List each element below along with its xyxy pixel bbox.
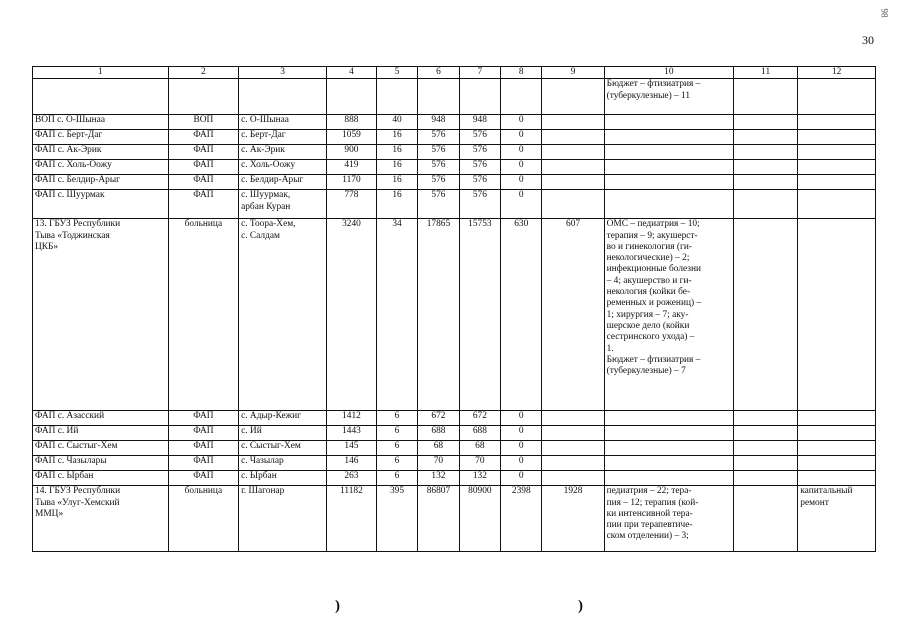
table-cell-col4: 1170	[327, 175, 377, 190]
table-cell-col6: 576	[418, 190, 459, 219]
table-cell-col2: ФАП	[168, 471, 238, 486]
table-cell-col3: с. Адыр-Кежиг	[239, 411, 327, 426]
table-cell-col8: 0	[501, 471, 542, 486]
table-cell-col8: 0	[501, 426, 542, 441]
table-row	[33, 426, 876, 441]
table-cell-col7: 132	[459, 471, 500, 486]
table-cell-col5: 40	[376, 115, 417, 130]
table-cell-col3: с. Белдир-Арыг	[239, 175, 327, 190]
footer-mark: )	[578, 598, 583, 614]
table-cell-col4: 3240	[327, 219, 377, 411]
table-cell-col5	[376, 79, 417, 115]
table-cell-col8: 0	[501, 456, 542, 471]
table-cell-col12	[798, 471, 876, 486]
table-cell-col7: 70	[459, 456, 500, 471]
table-cell-col10	[604, 411, 733, 426]
table-cell-col12: капитальный ремонт	[798, 486, 876, 552]
table-row	[33, 115, 876, 130]
table-cell-col6: 576	[418, 130, 459, 145]
table-cell-col4: 145	[327, 441, 377, 456]
table-cell-col12	[798, 79, 876, 115]
table-cell-col2: ВОП	[168, 115, 238, 130]
table-cell-col7: 576	[459, 190, 500, 219]
table-cell-col5: 6	[376, 426, 417, 441]
table-cell-col2: ФАП	[168, 145, 238, 160]
table-cell-col7: 68	[459, 441, 500, 456]
table-cell-col8: 0	[501, 160, 542, 175]
table-cell-col3: с. Берт-Даг	[239, 130, 327, 145]
table-cell-col8: 0	[501, 115, 542, 130]
table-cell-col12	[798, 219, 876, 411]
table-cell-col6: 948	[418, 115, 459, 130]
table-cell-col12	[798, 456, 876, 471]
table-cell-col10	[604, 130, 733, 145]
header-cell: 11	[734, 67, 798, 79]
table-row	[33, 456, 876, 471]
table-cell-col1: ФАП с. Сыстыг-Хем	[33, 441, 169, 456]
table-cell-col2: ФАП	[168, 441, 238, 456]
header-cell: 10	[604, 67, 733, 79]
table-cell-col11	[734, 145, 798, 160]
table-cell-col8: 0	[501, 145, 542, 160]
table-cell-col1: ФАП с. Холь-Оожу	[33, 160, 169, 175]
table-cell-col11	[734, 456, 798, 471]
table-cell-col4: 263	[327, 471, 377, 486]
table-cell-col11	[734, 471, 798, 486]
table-cell-col3: с. Тоора-Хем, с. Салдам	[239, 219, 327, 411]
table-cell-col9	[542, 145, 604, 160]
table-cell-col1: 13. ГБУЗ Республики Тыва «Тоджинская ЦКБ»	[33, 219, 169, 411]
table-cell-col2: ФАП	[168, 426, 238, 441]
table-cell-col3: с. Сыстыг-Хем	[239, 441, 327, 456]
table-cell-col12	[798, 145, 876, 160]
table-cell-col8	[501, 79, 542, 115]
table-cell-col2: ФАП	[168, 411, 238, 426]
table-cell-col1: ФАП с. Ырбан	[33, 471, 169, 486]
table-cell-col2: больница	[168, 486, 238, 552]
table-cell-col9: 1928	[542, 486, 604, 552]
table-cell-col6: 576	[418, 160, 459, 175]
table-cell-col10	[604, 426, 733, 441]
table-cell-col5: 34	[376, 219, 417, 411]
table-cell-col5: 16	[376, 145, 417, 160]
table-cell-col5: 16	[376, 160, 417, 175]
table-cell-col1: ФАП с. Чазылары	[33, 456, 169, 471]
table-cell-col12	[798, 175, 876, 190]
footer-mark: )	[335, 598, 340, 614]
table-cell-col12	[798, 190, 876, 219]
table-cell-col11	[734, 219, 798, 411]
table-cell-col3: с. Холь-Оожу	[239, 160, 327, 175]
table-row	[33, 190, 876, 219]
table-cell-col4	[327, 79, 377, 115]
table-row	[33, 130, 876, 145]
table-cell-col12	[798, 441, 876, 456]
table-cell-col7	[459, 79, 500, 115]
header-cell: 7	[459, 67, 500, 79]
table-cell-col2: больница	[168, 219, 238, 411]
table-cell-col4: 1412	[327, 411, 377, 426]
table-cell-col6	[418, 79, 459, 115]
table-cell-col4: 146	[327, 456, 377, 471]
table-cell-col6: 576	[418, 145, 459, 160]
table-cell-col11	[734, 160, 798, 175]
table-cell-col3	[239, 79, 327, 115]
table-cell-col3: с. Ак-Эрик	[239, 145, 327, 160]
table-cell-col1: ВОП с. О-Шынаа	[33, 115, 169, 130]
column-number-row	[33, 67, 876, 79]
header-cell: 4	[327, 67, 377, 79]
header-cell: 1	[33, 67, 169, 79]
table-cell-col1: ФАП с. Белдир-Арыг	[33, 175, 169, 190]
table-cell-col8: 0	[501, 411, 542, 426]
table-cell-col6: 17865	[418, 219, 459, 411]
table-cell-col5: 6	[376, 456, 417, 471]
table-cell-col11	[734, 130, 798, 145]
corner-mark: 98	[879, 8, 890, 18]
table-cell-col11	[734, 426, 798, 441]
table-cell-col10: Бюджет – фтизиатрия – (туберкулезные) – 11	[604, 79, 733, 115]
table-cell-col10	[604, 441, 733, 456]
table-cell-col10	[604, 115, 733, 130]
header-cell: 5	[376, 67, 417, 79]
table-cell-col7: 80900	[459, 486, 500, 552]
table-cell-col7: 576	[459, 160, 500, 175]
table-cell-col9	[542, 426, 604, 441]
table-cell-col8: 0	[501, 130, 542, 145]
table-cell-col11	[734, 411, 798, 426]
table-cell-col10: педиатрия – 22; тера- пия – 12; терапия (кой- ки интенсивной тера- пии при терапевтиче- ском отделении) – 3;	[604, 486, 733, 552]
table-cell-col7: 576	[459, 130, 500, 145]
table-cell-col7: 15753	[459, 219, 500, 411]
table-cell-col9	[542, 411, 604, 426]
table-cell-col11	[734, 175, 798, 190]
table-cell-col3: с. Ий	[239, 426, 327, 441]
table-cell-col12	[798, 411, 876, 426]
table-cell-col1: ФАП с. Ак-Эрик	[33, 145, 169, 160]
table-cell-col4: 778	[327, 190, 377, 219]
table-cell-col4: 1059	[327, 130, 377, 145]
table-row	[33, 486, 876, 552]
table-cell-col9	[542, 115, 604, 130]
table-cell-col10	[604, 190, 733, 219]
table-cell-col1: ФАП с. Шуурмак	[33, 190, 169, 219]
table-cell-col6: 672	[418, 411, 459, 426]
table-row	[33, 471, 876, 486]
table-cell-col12	[798, 130, 876, 145]
table-cell-col5: 16	[376, 130, 417, 145]
table-cell-col1: ФАП с. Ий	[33, 426, 169, 441]
header-cell: 2	[168, 67, 238, 79]
table-cell-col2: ФАП	[168, 190, 238, 219]
table-cell-col10	[604, 456, 733, 471]
table-cell-col12	[798, 160, 876, 175]
table-cell-col8: 2398	[501, 486, 542, 552]
table-cell-col3: с. О-Шынаа	[239, 115, 327, 130]
page-number: 30	[862, 33, 874, 47]
table-cell-col7: 576	[459, 175, 500, 190]
table-cell-col9	[542, 471, 604, 486]
table-cell-col6: 86807	[418, 486, 459, 552]
table-cell-col3: с. Ырбан	[239, 471, 327, 486]
table-cell-col5: 395	[376, 486, 417, 552]
table-cell-col9	[542, 175, 604, 190]
header-cell: 12	[798, 67, 876, 79]
table-cell-col5: 6	[376, 441, 417, 456]
table-cell-col11	[734, 115, 798, 130]
table-row	[33, 219, 876, 411]
table-cell-col7: 688	[459, 426, 500, 441]
table-cell-col10	[604, 175, 733, 190]
table-cell-col5: 6	[376, 411, 417, 426]
table-cell-col4: 900	[327, 145, 377, 160]
table-cell-col11	[734, 441, 798, 456]
table-cell-col7: 948	[459, 115, 500, 130]
table-body	[33, 79, 876, 552]
table-cell-col11	[734, 79, 798, 115]
beds-table	[32, 66, 876, 552]
table-row	[33, 79, 876, 115]
table-cell-col11	[734, 486, 798, 552]
table-cell-col1: ФАП с. Берт-Даг	[33, 130, 169, 145]
table-row	[33, 441, 876, 456]
table-cell-col10	[604, 471, 733, 486]
table-cell-col12	[798, 426, 876, 441]
table-cell-col9	[542, 130, 604, 145]
table-cell-col4: 888	[327, 115, 377, 130]
table-cell-col4: 11182	[327, 486, 377, 552]
table-cell-col12	[798, 115, 876, 130]
table-cell-col9	[542, 190, 604, 219]
header-cell: 8	[501, 67, 542, 79]
table-cell-col9	[542, 160, 604, 175]
table-row	[33, 175, 876, 190]
header-cell: 3	[239, 67, 327, 79]
table-cell-col2	[168, 79, 238, 115]
table-cell-col3: с. Шуурмак, арбан Куран	[239, 190, 327, 219]
table-cell-col7: 576	[459, 145, 500, 160]
table-cell-col6: 70	[418, 456, 459, 471]
table-cell-col11	[734, 190, 798, 219]
table-cell-col2: ФАП	[168, 130, 238, 145]
table-cell-col9	[542, 456, 604, 471]
table-cell-col10	[604, 145, 733, 160]
table-cell-col8: 630	[501, 219, 542, 411]
table-cell-col8: 0	[501, 175, 542, 190]
table-cell-col3: г. Шагонар	[239, 486, 327, 552]
table-cell-col7: 672	[459, 411, 500, 426]
table-cell-col5: 6	[376, 471, 417, 486]
table-cell-col1: ФАП с. Азасский	[33, 411, 169, 426]
table-cell-col9	[542, 79, 604, 115]
table-cell-col1	[33, 79, 169, 115]
table-cell-col6: 68	[418, 441, 459, 456]
table-cell-col6: 576	[418, 175, 459, 190]
table-cell-col4: 419	[327, 160, 377, 175]
table-cell-col1: 14. ГБУЗ Республики Тыва «Улуг-Хемский ММЦ»	[33, 486, 169, 552]
header-cell: 6	[418, 67, 459, 79]
table-cell-col5: 16	[376, 175, 417, 190]
table-cell-col2: ФАП	[168, 175, 238, 190]
table-row	[33, 160, 876, 175]
table-cell-col2: ФАП	[168, 456, 238, 471]
table-cell-col10: ОМС – педиатрия – 10; терапия – 9; акушерст- во и гинекология (ги- некологические) – 2; инфекционные болезни – 4; акушерство и ги- некология (койки бе- ременных и рожениц) – 1; хирургия – 7; аку- шерское дело (койки сестринского ухода) – 1. Бюджет – фтизиатрия – (туберкулезные) – 7	[604, 219, 733, 411]
header-cell: 9	[542, 67, 604, 79]
table-row	[33, 411, 876, 426]
table-cell-col6: 132	[418, 471, 459, 486]
table-cell-col6: 688	[418, 426, 459, 441]
table-cell-col8: 0	[501, 190, 542, 219]
table-cell-col5: 16	[376, 190, 417, 219]
table-cell-col9: 607	[542, 219, 604, 411]
table-row	[33, 145, 876, 160]
table-cell-col10	[604, 160, 733, 175]
table-cell-col8: 0	[501, 441, 542, 456]
table-cell-col2: ФАП	[168, 160, 238, 175]
table-cell-col3: с. Чазылар	[239, 456, 327, 471]
table-cell-col9	[542, 441, 604, 456]
table-cell-col4: 1443	[327, 426, 377, 441]
